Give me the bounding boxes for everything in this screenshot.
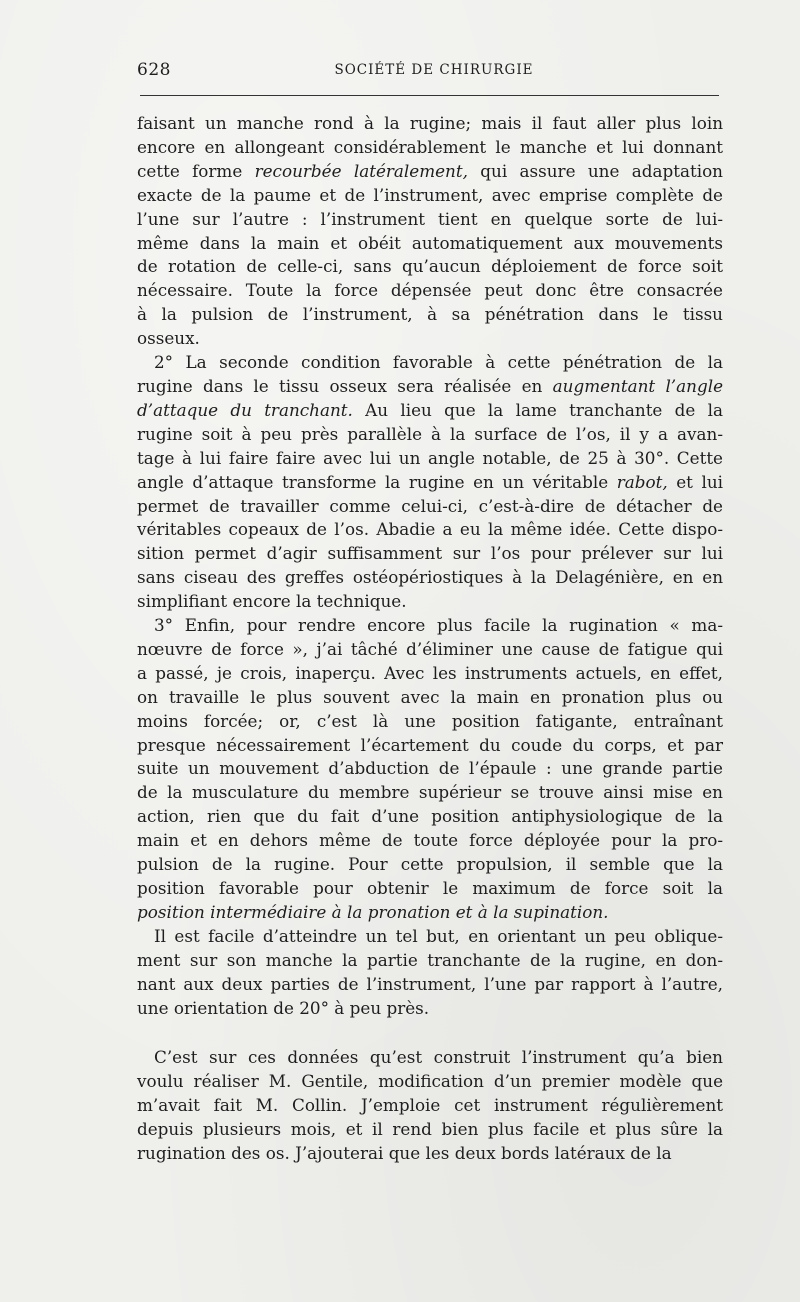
page-number: 628 [137, 60, 171, 80]
text-line: osseux. [137, 328, 200, 349]
text-line: ment sur son manche la partie tranchante de la rugine, en don- [137, 949, 723, 970]
paragraph [137, 1046, 723, 1166]
paragraph [137, 112, 723, 351]
text-line: tage à lui faire faire avec lui un angle notable, de 25 à 30°. Cette [137, 447, 723, 468]
paragraph [137, 925, 723, 1021]
text-line: action, rien que du fait d’une position antiphysiologique de la [137, 806, 723, 827]
text-line: voulu réaliser M. Gentile, modification d’un premier modèle que [137, 1071, 723, 1092]
header-rule [140, 95, 719, 96]
text-line: de la musculature du membre supérieur se trouve ainsi mise en [137, 782, 723, 803]
text-line: 3° Enfin, pour rendre encore plus facile la rugination « ma- [154, 615, 723, 636]
text-line: depuis plusieurs mois, et il rend bien plus facile et plus sûre la [137, 1119, 723, 1140]
paragraph [137, 351, 723, 614]
text-line [137, 901, 723, 925]
text-line: simplifiant encore la technique. [137, 591, 407, 612]
text-line: C’est sur ces données qu’est construit l’instrument qu’a bien [154, 1047, 723, 1068]
running-title: SOCIÉTÉ DE CHIRURGIE [334, 62, 534, 78]
text-line: sans ciseau des greffes ostéopériostiques à la Delagénière, en en [137, 567, 723, 588]
text-line: rugination des os. J’ajouterai que les deux bords latéraux de la [137, 1143, 672, 1164]
italic-text: rabot, [616, 471, 668, 492]
text-line: sition permet d’agir suffisamment sur l’os pour prélever sur lui [137, 543, 723, 564]
text-line: à la pulsion de l’instrument, à sa pénétration dans le tissu [137, 304, 723, 325]
text-line: suite un mouvement d’abduction de l’épaule : une grande partie [137, 758, 723, 779]
text-line: nœuvre de force », j’ai tâché d’éliminer une cause de fatigue qui [137, 638, 723, 659]
italic-text: d’attaque du tranchant. [137, 399, 353, 420]
text-line: rugine soit à peu près parallèle à la surface de l’os, il y a avan- [137, 423, 723, 444]
text-line: une orientation de 20° à peu près. [137, 997, 430, 1018]
text-line: on travaille le plus souvent avec la main en pronation plus ou [137, 686, 723, 707]
text-line: d’attaque du tranchant. Au lieu que la lame tranchante de la [137, 399, 723, 420]
text-line: a passé, je crois, inaperçu. Avec les instruments actuels, en effet, [137, 662, 723, 683]
text-line: véritables copeaux de l’os. Abadie a eu la même idée. Cette dispo- [137, 519, 723, 540]
italic-text: recourbée latéralement, [254, 160, 468, 181]
running-head [137, 60, 721, 84]
text-line: nant aux deux parties de l’instrument, l’une par rapport à l’autre, [137, 973, 723, 994]
italic-text: augmentant l’angle [552, 375, 723, 396]
italic-text: position intermédiaire à la pronation et à la supination. [137, 901, 609, 922]
text-line: moins forcée; or, c’est là une position fatigante, entraînant [137, 710, 723, 731]
text-line: exacte de la paume et de l’instrument, avec emprise complète de [137, 184, 723, 205]
text-line: cette forme recourbée latéralement, qui assure une adaptation [137, 160, 723, 181]
text-line: l’une sur l’autre : l’instrument tient en quelque sorte de lui- [137, 208, 723, 229]
text-line: m’avait fait M. Collin. J’emploie cet instrument régulièrement [137, 1095, 723, 1116]
text-line: encore en allongeant considérablement le manche et lui donnant [137, 136, 723, 157]
text-line: nécessaire. Toute la force dépensée peut donc être consacrée [137, 280, 723, 301]
text-line: presque nécessairement l’écartement du coude du corps, et par [137, 734, 723, 755]
text-line: même dans la main et obéit automatiquement aux mouvements [137, 232, 723, 253]
body-text [137, 112, 723, 1166]
text-line: rugine dans le tissu osseux sera réalisée en augmentant l’angle [137, 375, 723, 396]
text-line: angle d’attaque transforme la rugine en un véritable rabot, et lui [137, 471, 723, 492]
text-line: main et en dehors même de toute force déployée pour la pro- [137, 830, 723, 851]
paragraph [137, 614, 723, 925]
text-line: faisant un manche rond à la rugine; mais il faut aller plus loin [137, 113, 723, 133]
paragraph-gap [137, 1020, 723, 1046]
text-line: Il est facile d’atteindre un tel but, en orientant un peu oblique- [154, 925, 723, 946]
text-line: permet de travailler comme celui-ci, c’est-à-dire de détacher de [137, 495, 723, 516]
text-line: position favorable pour obtenir le maximum de force soit la [137, 878, 723, 898]
text-line: de rotation de celle-ci, sans qu’aucun déploiement de force soit [137, 256, 723, 277]
text-line: 2° La seconde condition favorable à cette pénétration de la [154, 352, 723, 373]
text-line: pulsion de la rugine. Pour cette propulsion, il semble que la [137, 854, 723, 875]
